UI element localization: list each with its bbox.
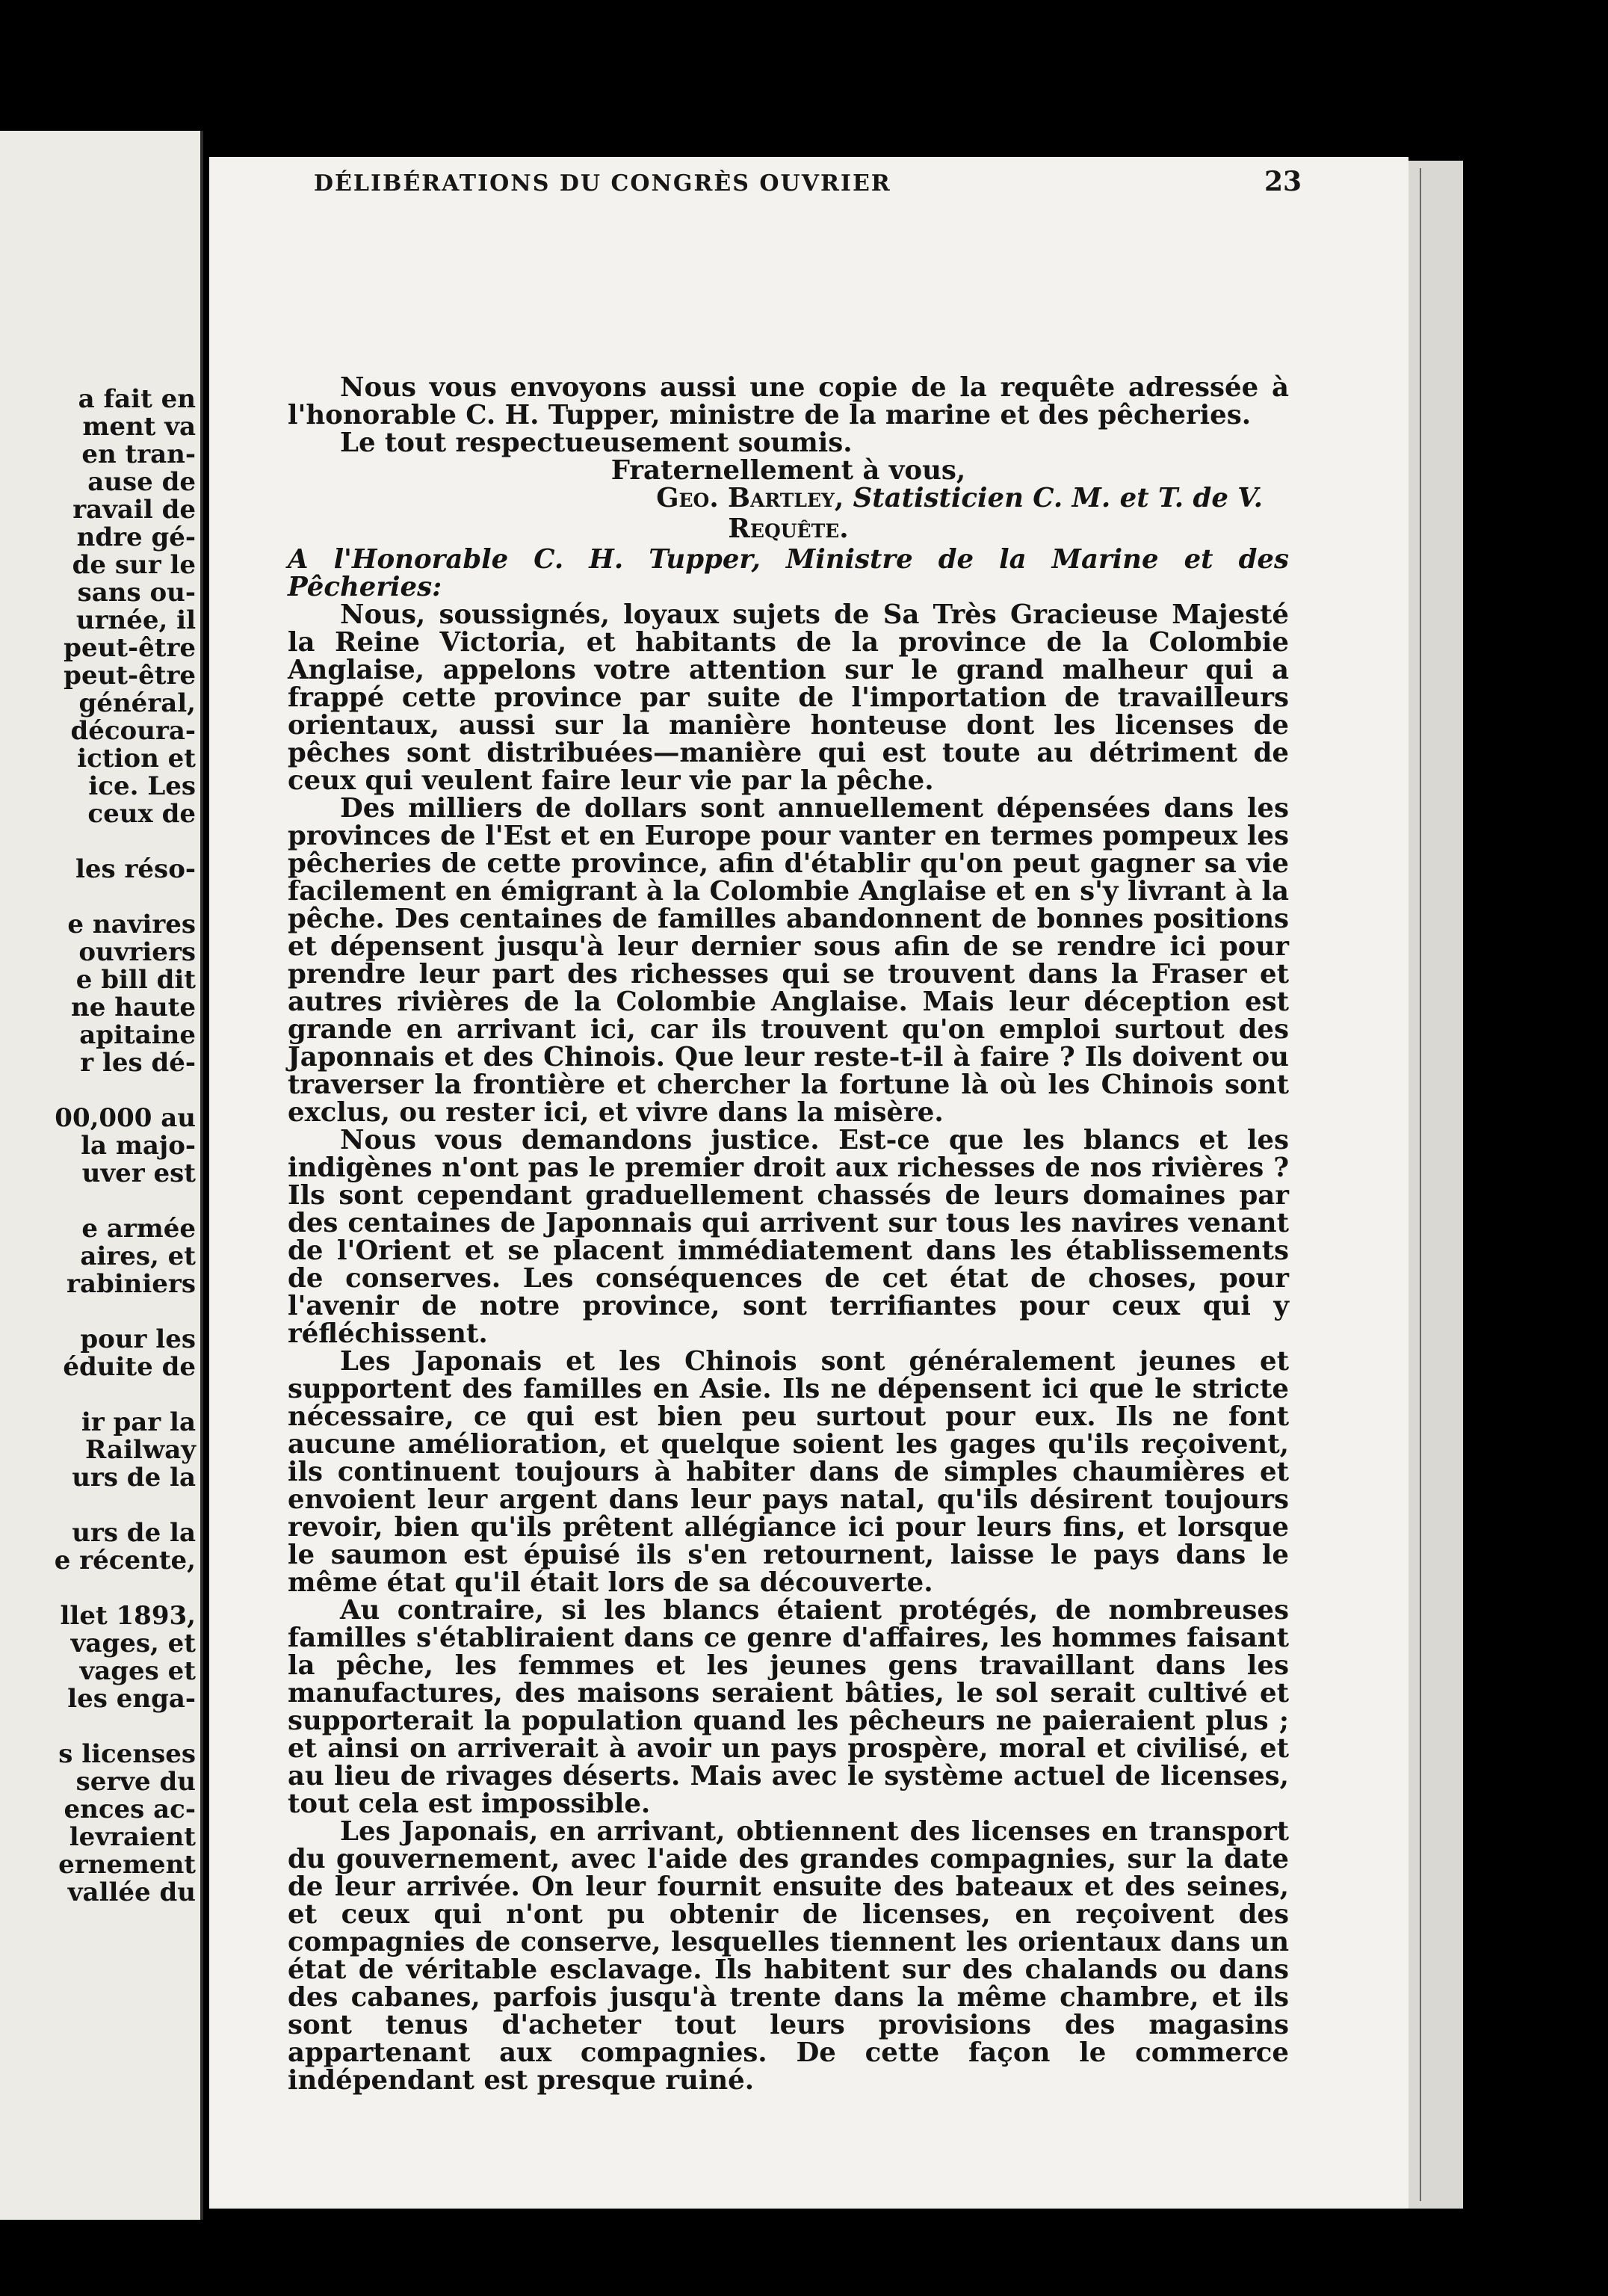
left-page-fragment: e navires (67, 910, 196, 939)
left-page-fragment: ouvriers (78, 937, 196, 967)
left-page-fragment: aires, et (80, 1241, 196, 1271)
running-title: DÉLIBÉRATIONS DU CONGRÈS OUVRIER (314, 170, 891, 197)
left-page-fragment: ceux de (87, 799, 196, 829)
left-page-fragment: serve du (75, 1767, 196, 1797)
left-page-fragment: ravail de (72, 495, 196, 525)
left-page-fragment: e armée (81, 1214, 196, 1244)
left-page-fragment: ndre gé- (76, 522, 196, 552)
page-number: 23 (1264, 166, 1302, 197)
left-page-fragment: en tran- (81, 439, 196, 469)
left-page-fragment: levraient (69, 1822, 196, 1852)
left-page-fragment: de sur le (72, 550, 196, 580)
left-page-fragment: ne haute (71, 993, 196, 1022)
left-page-fragment: peut-être (64, 633, 196, 663)
signature-line (288, 484, 1289, 512)
closing-line: Fraternellement à vous, (610, 455, 966, 486)
page-body (288, 374, 1289, 2094)
left-page-fragment: la majo- (81, 1131, 196, 1161)
submitted-line: Le tout respectueusement soumis. (340, 428, 853, 458)
left-page-fragment: urs de la (72, 1463, 196, 1493)
left-page-fragment: les réso- (75, 854, 196, 884)
left-page-fragment: urs de la (72, 1518, 196, 1548)
intro-paragraph: Nous vous envoyons aussi une copie de la requête adressée à l'honorable C. H. Tupper, ministre de la marine et des pêcheries. (288, 372, 1289, 430)
paragraph: Les Japonais et les Chinois sont généralement jeunes et supportent des familles en Asie. Ils ne dépensent ici que le stricte nécessaire, ce qui est bien peu surtout pour eux. Ils ne font aucune amélioration, et quelque soient les gages qu'ils reçoivent, ils continuent toujours à habiter dans de simples chaumières et envoient leur argent dans leur pays natal, qu'ils désirent toujours revoir, bien qu'ils prêtent allégiance ici pour leurs fins, et lorsque le saumon est épuisé ils s'en retournent, laisse le pays dans le même état qu'il était lors de sa découverte. (288, 1346, 1289, 1598)
left-page-fragment: vallée du (67, 1877, 196, 1907)
left-page-fragment: ice. Les (88, 771, 196, 801)
left-page-fragment: ences ac- (64, 1794, 196, 1824)
left-page-fragment: général, (78, 688, 196, 718)
left-page-fragment: e bill dit (75, 965, 196, 995)
left-page-fragment: découra- (70, 716, 196, 746)
left-page-fragment: a fait en (78, 384, 196, 414)
left-page-fragment: ernement (58, 1850, 196, 1880)
left-page-fragment: ause de (87, 467, 196, 497)
left-page-fragment: pour les (80, 1324, 196, 1354)
paragraph: Au contraire, si les blancs étaient protégés, de nombreuses familles s'établiraient dans ce genre d'affaires, les hommes faisant la pêche, les femmes et les jeunes gens travaillant dans les manufactures, des maisons seraient bâties, le sol serait cultivé et supporterait la population quand les pêcheurs ne paieraient plus ; et ainsi on arriverait à avoir un pays prospère, moral et civilisé, et au lieu de rivages déserts. Mais avec le système actuel de licenses, tout cela est impossible. (288, 1595, 1289, 1819)
left-page-fragment: uver est (81, 1158, 196, 1188)
petition-address: A l'Honorable C. H. Tupper, Ministre de la Marine et des Pêcheries: (288, 544, 1289, 602)
left-page-fragment: rabiniers (67, 1269, 196, 1299)
left-page-fragment: peut-être (64, 661, 196, 691)
left-page-fragment: éduite de (63, 1352, 196, 1382)
paragraph: Nous vous demandons justice. Est-ce que les blancs et les indigènes n'ont pas le premier droit aux richesses de nos rivières ? Ils sont cependant graduellement chassés de leurs domaines par des centaines de Japonnais qui arrivent sur tous les navires venant de l'Orient et se placent immédiatement dans les établissements de conserves. Les conséquences de cet état de choses, pour l'avenir de notre province, sont terrifiantes pour ceux qui y réfléchissent. (288, 1125, 1289, 1349)
signature-name: Geo. Bartley, (656, 483, 844, 513)
left-page-fragment: iction et (77, 744, 196, 774)
left-page-fragment: ment va (82, 412, 196, 442)
left-page-fragment: ir par la (81, 1407, 196, 1437)
left-page-fragment: e récente, (54, 1546, 196, 1576)
left-page-fragment: les enga- (67, 1684, 196, 1714)
left-page-fragment: sans ou- (77, 578, 196, 608)
left-page-fragment: 00,000 au (55, 1103, 196, 1133)
left-page-fragment: s licenses (58, 1739, 196, 1769)
left-page-fragment: r les dé- (80, 1048, 196, 1078)
page-header (314, 166, 1302, 215)
left-page-fragment: llet 1893, (60, 1601, 196, 1631)
left-page-fragment: urnée, il (75, 605, 196, 635)
previous-page-edge (0, 131, 203, 2220)
left-page-fragment: vages, et (70, 1629, 196, 1658)
paragraph: Nous, soussignés, loyaux sujets de Sa Très Gracieuse Majesté la Reine Victoria, et habitants de la province de la Colombie Anglaise, appelons votre attention sur le grand malheur qui a frappé cette province par suite de l'importation de travailleurs orientaux, aussi sur la manière honteuse dont les licenses de pêches sont distribuées—manière qui est toute au détriment de ceux qui veulent faire leur vie par la pêche. (288, 599, 1289, 796)
paragraph: Les Japonais, en arrivant, obtiennent des licenses en transport du gouvernement, avec l'aide des grandes compagnies, sur la date de leur arrivée. On leur fournit ensuite des bateaux et des seines, et ceux qui n'ont pu obtenir de licenses, en reçoivent des compagnies de conserve, lesquelles tiennent les orientaux dans un état de véritable esclavage. Ils habitent sur des chalands ou dans des cabanes, parfois jusqu'à trente dans la même chambre, et ils sont tenus d'acheter tout leurs provisions des magasins appartenant aux compagnies. De cette façon le commerce indépendant est presque ruiné. (288, 1816, 1289, 2096)
signature-title: Statisticien C. M. et T. de V. (853, 483, 1263, 513)
page-stack-edge-inner (1420, 168, 1466, 2201)
paragraph: Des milliers de dollars sont annuellement dépensées dans les provinces de l'Est et en Europe pour vanter en termes pompeux les pêcheries de cette province, afin d'établir qu'on peut gagner sa vie facilement en émigrant à la Colombie Anglaise et en s'y livrant à la pêche. Des centaines de familles abandonnent de bonnes positions et dépensent jusqu'à leur dernier sous afin de se rendre ici pour prendre leur part des richesses qui se trouvent dans la Fraser et autres rivières de la Colombie Anglaise. Mais leur déception est grande en arrivant ici, car ils trouvent qu'on emploi surtout des Japonnais et des Chinois. Que leur reste-t-il à faire ? Ils doivent ou traverser la frontière et chercher la fortune là où les Chinois sont exclus, ou rester ici, et vivre dans la misère. (288, 793, 1289, 1128)
left-page-fragment: apitaine (79, 1020, 196, 1050)
requete-heading: Requête. (728, 513, 849, 544)
left-page-fragment: vages et (79, 1656, 196, 1686)
left-page-fragment: Railway (85, 1435, 196, 1465)
